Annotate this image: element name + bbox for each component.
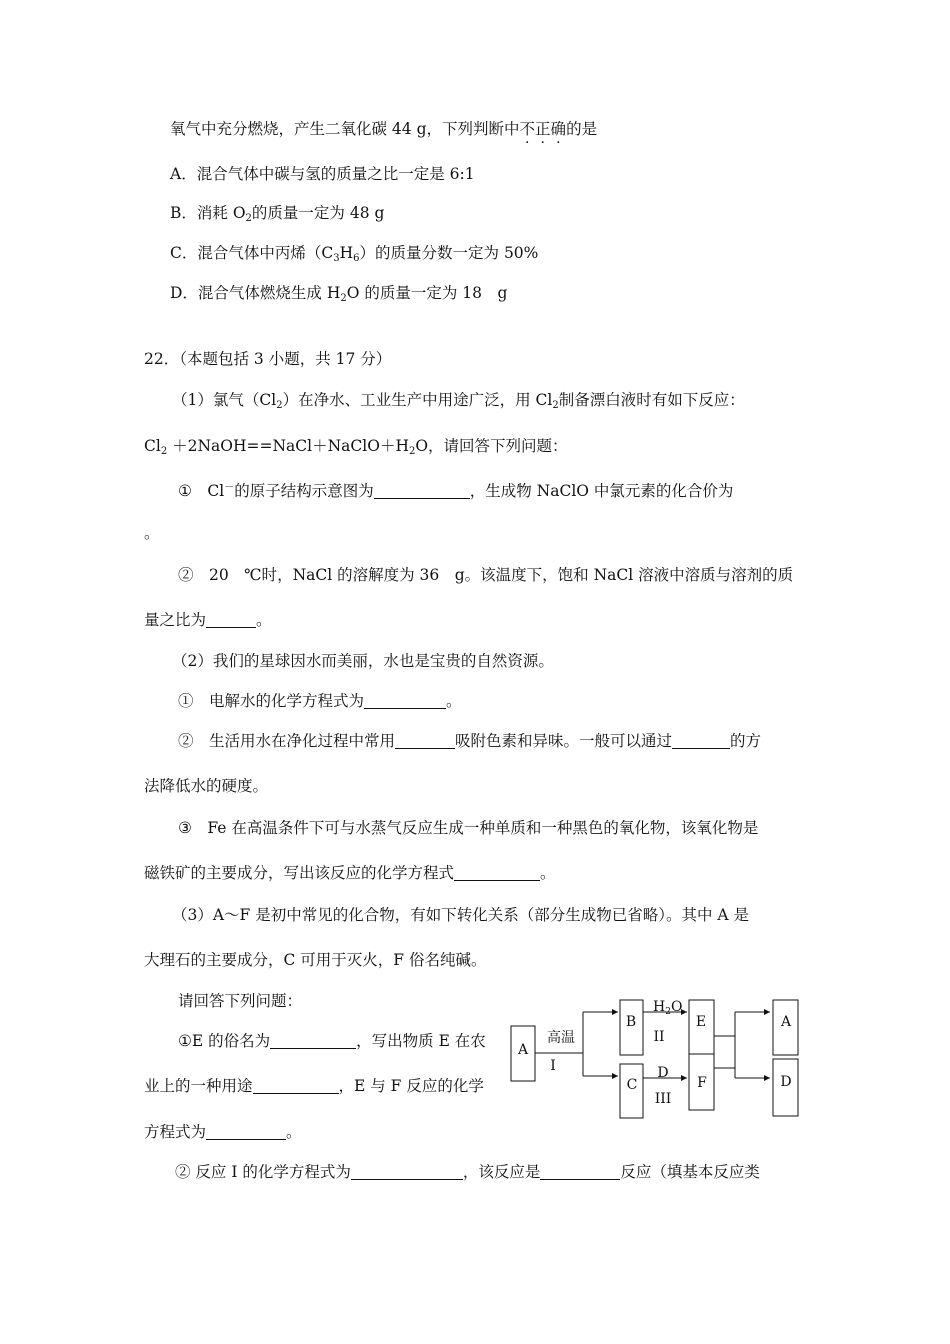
- label-a-product: A: [780, 1014, 792, 1030]
- option-b: B．消耗 $O_2$的质量一定为 48 g: [170, 204, 385, 224]
- answer-blank[interactable]: [374, 482, 470, 499]
- part3-ask: 请回答下列问题：: [178, 992, 303, 1010]
- emphasis-char: 不: [519, 120, 536, 138]
- part3-intro-cont: 大理石的主要成分，C 可用于灭火，F 俗名纯碱。: [144, 951, 487, 969]
- part3-intro: （3）A～F 是初中常见的化合物，有如下转化关系（部分生成物已省略）。其中 A 是: [172, 906, 750, 924]
- box-c: [620, 1064, 643, 1118]
- item-3-1-cont: 业上的一种用途 ，E 与 F 反应的化学: [144, 1077, 484, 1095]
- item-3-1-cont2: 方程式为 。: [144, 1123, 302, 1141]
- conversion-diagram: [500, 996, 810, 1121]
- option-d: D．混合气体燃烧生成 $H_2O$ 的质量一定为 18 g: [170, 284, 508, 304]
- box-a: [511, 1026, 535, 1081]
- arrow-head: [681, 1075, 687, 1081]
- item-1-2-cont: 量之比为 。: [144, 611, 272, 629]
- answer-blank[interactable]: [364, 692, 446, 709]
- condition-water: $H_2O$: [653, 999, 683, 1017]
- box-d: [773, 1059, 798, 1116]
- answer-blank[interactable]: [270, 1032, 356, 1049]
- label-c: C: [626, 1077, 638, 1093]
- item-2-3-cont: 磁铁矿的主要成分，写出该反应的化学方程式 。: [144, 864, 556, 882]
- answer-blank[interactable]: [206, 1123, 286, 1140]
- part1-intro: （1）氯气$(Cl_2)$在净水、工业生产中用途广泛，用 $Cl_2$制备漂白液时有如下反应：: [172, 391, 745, 411]
- box-a-product: [773, 1000, 798, 1055]
- answer-blank[interactable]: [206, 611, 256, 628]
- arrow-head: [612, 1073, 618, 1079]
- answer-blank[interactable]: [672, 732, 730, 749]
- answer-blank[interactable]: [351, 1163, 463, 1180]
- arrow-head: [764, 1075, 770, 1081]
- item-3-2: ② 反应 I 的化学方程式为 ，该反应是 反应（填基本反应类: [175, 1163, 760, 1181]
- label-d: D: [780, 1074, 792, 1090]
- arrow-head: [764, 1009, 770, 1015]
- answer-blank[interactable]: [454, 864, 540, 881]
- reaction-label-3: III: [654, 1091, 672, 1107]
- condition-high-temp: 高温: [547, 1030, 575, 1046]
- item-1-1: ① Cl－的原子结构示意图为 ，生成物 NaClO 中氯元素的化合价为: [178, 482, 734, 500]
- emphasis-char: 正: [535, 120, 551, 138]
- arrow-head: [612, 1009, 618, 1015]
- option-a: A．混合气体中碳与氢的质量之比一定是 6:1: [170, 165, 475, 183]
- reaction-label-2: II: [653, 1029, 665, 1045]
- emphasis-char: 确: [550, 120, 567, 138]
- box-e: [689, 1000, 714, 1055]
- item-2-2: ② 生活用水在净化过程中常用 吸附色素和异味。一般可以通过 的方: [178, 732, 762, 750]
- reaction-equation: $Cl_2$ $+2NaOH==NaCl+NaClO+H_2O$，请回答下列问题：: [144, 437, 568, 457]
- reaction-label-1: I: [550, 1058, 556, 1074]
- label-a: A: [517, 1042, 529, 1058]
- condition-d: D: [657, 1065, 669, 1081]
- question-header: 22．（本题包括 3 小题，共 17 分）: [144, 350, 392, 368]
- item-2-3: ③ Fe 在高温条件下可与水蒸气反应生成一种单质和一种黑色的氧化物，该氧化物是: [178, 819, 759, 837]
- box-f: [689, 1054, 714, 1110]
- item-2-1: ① 电解水的化学方程式为 。: [178, 692, 462, 710]
- answer-blank[interactable]: [253, 1077, 339, 1094]
- item-3-1: ①E 的俗名为 ，写出物质 E 在农: [178, 1032, 486, 1050]
- item-1-1-end: 。: [144, 524, 160, 542]
- q21-stem: 氧气中充分燃烧，产生二氧化碳 44 g，下列判断中不正确的是: [170, 120, 598, 138]
- answer-blank[interactable]: [395, 732, 455, 749]
- item-2-2-cont: 法降低水的硬度。: [144, 777, 269, 795]
- label-b: B: [625, 1014, 637, 1030]
- label-f: F: [697, 1075, 707, 1091]
- part2-intro: （2）我们的星球因水而美丽，水也是宝贵的自然资源。: [172, 652, 554, 670]
- option-c: C．混合气体中丙烯$(C_3H_6)$的质量分数一定为 50%: [170, 244, 539, 264]
- label-e: E: [695, 1014, 707, 1030]
- item-1-2: ② 20 ℃时，NaCl 的溶解度为 36 g。该温度下，饱和 NaCl 溶液中溶质与溶剂的质: [178, 566, 794, 584]
- box-b: [620, 1000, 643, 1055]
- answer-blank[interactable]: [540, 1163, 620, 1180]
